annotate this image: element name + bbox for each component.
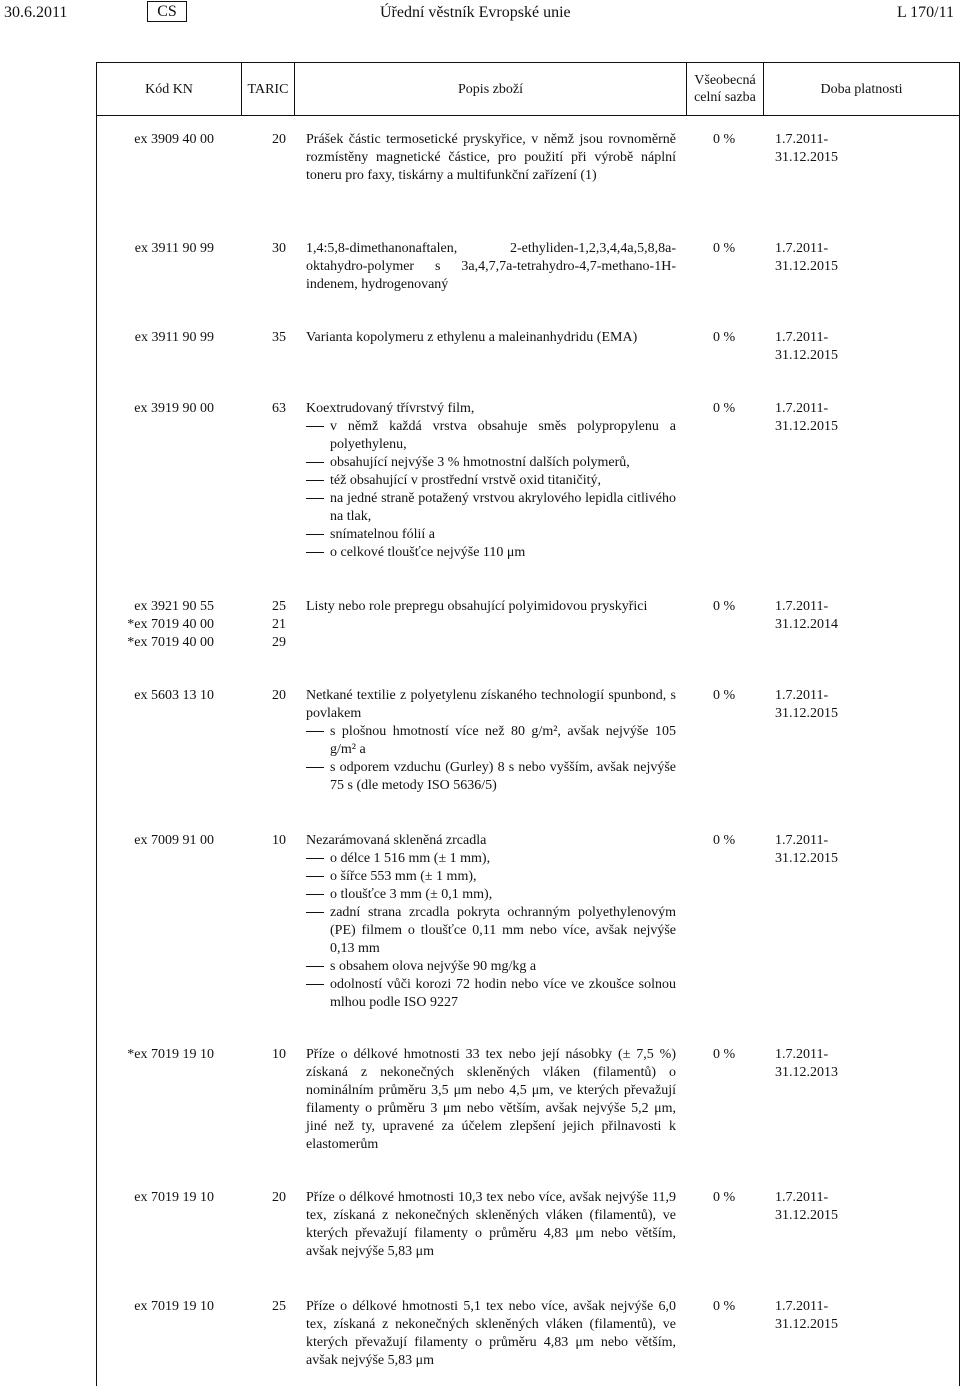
taric-code <box>260 131 286 149</box>
description-item: obsahující nejvýše 3 % hmotnostní dalších polymerů, <box>306 454 676 472</box>
journal-title: Úřední věstník Evropské unie <box>380 4 571 21</box>
description-intro: Příze o délkové hmotnosti 10,3 tex nebo více, avšak nejvýše 11,9 tex, získaná z nekonečných skleněných vláken (filamentů), ve kterých převažují filamenty o průměru 4,83 μm nebo větším, avšak nejvýše 5,83 μm <box>306 1190 676 1259</box>
kn-code <box>97 687 214 705</box>
description-item: snímatelnou fólií a <box>306 526 676 544</box>
description-intro: Příze o délkové hmotnosti 5,1 tex nebo více, avšak nejvýše 6,0 tex, získaná z nekonečných skleněných vláken (filamentů), ve kterých převažují filamenty o průměru 4,83 μm nebo větším, avšak nejvýše 5,83 μm <box>306 1299 676 1368</box>
description-intro: Varianta kopolymeru z ethylenu a maleinanhydridu (EMA) <box>306 330 638 345</box>
description-intro: Prášek částic termosetické pryskyřice, v němž jsou rovnoměrně rozmístěny magnetické částice, pro použití při výrobě náplní toneru pro faxy, tiskárny a multifunkční zařízení (1) <box>306 132 676 183</box>
col-header-rate-line1: Všeobecná <box>694 73 756 88</box>
taric-code <box>260 1298 286 1316</box>
validity-start: 1.7.2011- <box>775 1190 829 1205</box>
col-header-valid: Doba platnosti <box>820 81 903 97</box>
taric-code <box>260 687 286 705</box>
kn-code-value: ex 3921 90 55 <box>134 599 214 614</box>
col-header-rate-line2: celní sazba <box>694 90 756 105</box>
goods-description <box>306 131 676 185</box>
taric-code <box>260 1046 286 1064</box>
duty-rate: 0 % <box>713 132 736 147</box>
description-item: též obsahující v prostřední vrstvě oxid titaničitý, <box>306 472 676 490</box>
kn-code <box>97 329 214 347</box>
taric-code-value: 30 <box>272 241 286 256</box>
duty-rate: 0 % <box>713 599 736 614</box>
validity-start: 1.7.2011- <box>775 330 829 345</box>
validity-period <box>775 832 855 868</box>
duty-rate: 0 % <box>713 401 736 416</box>
taric-code-value: 20 <box>272 1190 286 1205</box>
validity-period <box>775 1046 855 1082</box>
validity-end: 31.12.2015 <box>775 1208 838 1223</box>
validity-period <box>775 1189 855 1225</box>
validity-start: 1.7.2011- <box>775 132 829 147</box>
kn-code-value: *ex 7019 40 00 <box>127 617 214 632</box>
validity-start: 1.7.2011- <box>775 688 829 703</box>
language-code: CS <box>147 1 187 22</box>
table-header <box>97 62 959 116</box>
kn-code-value: ex 3909 40 00 <box>134 132 214 147</box>
goods-description <box>306 1046 676 1154</box>
validity-start: 1.7.2011- <box>775 241 829 256</box>
col-header-desc: Popis zboží <box>458 81 523 97</box>
goods-description <box>306 598 676 616</box>
validity-period <box>775 400 855 436</box>
kn-code-value: ex 3911 90 99 <box>134 330 214 345</box>
col-header-rate <box>687 63 763 115</box>
kn-code-value: ex 7019 19 10 <box>134 1299 214 1314</box>
validity-start: 1.7.2011- <box>775 599 829 614</box>
goods-description <box>306 832 676 1012</box>
description-item: v němž každá vrstva obsahuje směs polypropylenu a polyethylenu, <box>306 418 676 454</box>
validity-end: 31.12.2015 <box>775 348 838 363</box>
description-item: o tloušťce 3 mm (± 0,1 mm), <box>306 886 676 904</box>
description-item: odolností vůči korozi 72 hodin nebo více ve zkoušce solnou mlhou podle ISO 9227 <box>306 976 676 1012</box>
duty-rate: 0 % <box>713 1047 736 1062</box>
description-item: s obsahem olova nejvýše 90 mg/kg a <box>306 958 676 976</box>
validity-end: 31.12.2015 <box>775 419 838 434</box>
duty-rate: 0 % <box>713 241 736 256</box>
kn-code-value: ex 3911 90 99 <box>134 241 214 256</box>
goods-description <box>306 1189 676 1261</box>
description-intro: Koextrudovaný třívrstvý film, <box>306 401 475 416</box>
duty-rate: 0 % <box>713 688 736 703</box>
duty-rate: 0 % <box>713 1299 736 1314</box>
description-item: na jedné straně potažený vrstvou akrylového lepidla citlivého na tlak, <box>306 490 676 526</box>
taric-code <box>260 329 286 347</box>
validity-end: 31.12.2015 <box>775 706 838 721</box>
validity-period <box>775 240 855 276</box>
col-header-kn: Kód KN <box>145 81 193 97</box>
kn-code-value: ex 7009 91 00 <box>134 833 214 848</box>
validity-end: 31.12.2014 <box>775 617 838 632</box>
description-intro: Netkané textilie z polyetylenu získaného technologií spunbond, s povlakem <box>306 688 676 721</box>
taric-code-value: 10 <box>272 1047 286 1062</box>
kn-code-value: ex 5603 13 10 <box>134 688 214 703</box>
validity-period <box>775 131 855 167</box>
description-item: zadní strana zrcadla pokryta ochranným polyethylenovým (PE) filmem o tloušťce 0,11 mm nebo více, avšak nejvýše 0,13 mm <box>306 904 676 958</box>
validity-period <box>775 598 855 634</box>
issue-date: 30.6.2011 <box>4 4 68 21</box>
kn-code <box>97 131 214 149</box>
goods-description <box>306 1298 676 1370</box>
goods-description <box>306 240 676 294</box>
kn-code <box>97 832 214 850</box>
description-intro: 1,4:5,8-dimethanonaftalen, 2-ethyliden-1,2,3,4,4a,5,8,8a-oktahydro-polymer s 3a,4,7,7a-tetrahydro-4,7-methano-1H-indenem, hydrogenovaný <box>306 241 676 292</box>
validity-period <box>775 1298 855 1334</box>
page-header <box>0 0 960 28</box>
goods-description <box>306 400 676 562</box>
tariff-table <box>96 62 960 1386</box>
validity-start: 1.7.2011- <box>775 1299 829 1314</box>
taric-code-value: 29 <box>272 635 286 650</box>
taric-code-value: 20 <box>272 688 286 703</box>
kn-code-value: *ex 7019 40 00 <box>127 635 214 650</box>
description-item: s plošnou hmotností více než 80 g/m², avšak nejvýše 105 g/m² a <box>306 723 676 759</box>
validity-end: 31.12.2015 <box>775 150 838 165</box>
taric-code-value: 20 <box>272 132 286 147</box>
kn-code <box>97 1298 214 1316</box>
taric-code-value: 25 <box>272 1299 286 1314</box>
kn-code <box>97 598 214 652</box>
duty-rate: 0 % <box>713 330 736 345</box>
taric-code-value: 25 <box>272 599 286 614</box>
validity-end: 31.12.2015 <box>775 851 838 866</box>
page-reference: L 170/11 <box>896 4 954 21</box>
validity-end: 31.12.2013 <box>775 1065 838 1080</box>
description-intro: Listy nebo role prepregu obsahující polyimidovou pryskyřici <box>306 599 648 614</box>
validity-end: 31.12.2015 <box>775 1317 838 1332</box>
taric-code <box>260 400 286 418</box>
kn-code-value: *ex 7019 19 10 <box>127 1047 214 1062</box>
validity-period <box>775 687 855 723</box>
kn-code <box>97 400 214 418</box>
kn-code-value: ex 3919 90 00 <box>134 401 214 416</box>
kn-code-value: ex 7019 19 10 <box>134 1190 214 1205</box>
taric-code <box>260 1189 286 1207</box>
kn-code <box>97 240 214 258</box>
taric-code-value: 63 <box>272 401 286 416</box>
validity-start: 1.7.2011- <box>775 1047 829 1062</box>
duty-rate: 0 % <box>713 833 736 848</box>
taric-code-value: 21 <box>272 617 286 632</box>
goods-description <box>306 329 676 347</box>
duty-rate: 0 % <box>713 1190 736 1205</box>
taric-code-value: 35 <box>272 330 286 345</box>
validity-start: 1.7.2011- <box>775 401 829 416</box>
taric-code <box>260 240 286 258</box>
taric-code <box>260 598 286 652</box>
kn-code <box>97 1189 214 1207</box>
kn-code <box>97 1046 214 1064</box>
description-intro: Příze o délkové hmotnosti 33 tex nebo její násobky (± 7,5 %) získaná z nekonečných skleněných vláken (filamentů) o nominálním průměru 3,5 μm nebo 4,5 μm, ve kterých převažují filamenty o průměru 3 μm nebo větším, avšak nejvýše 5,2 μm, jiné než ty, upravené za účelem zlepšení jejich přilnavosti k elastomerům <box>306 1047 676 1152</box>
goods-description <box>306 687 676 795</box>
validity-start: 1.7.2011- <box>775 833 829 848</box>
validity-end: 31.12.2015 <box>775 259 838 274</box>
description-item: s odporem vzduchu (Gurley) 8 s nebo vyšším, avšak nejvýše 75 s (dle metody ISO 5636/5) <box>306 759 676 795</box>
description-intro: Nezarámovaná skleněná zrcadla <box>306 833 487 848</box>
description-item: o celkové tloušťce nejvýše 110 μm <box>306 544 676 562</box>
taric-code <box>260 832 286 850</box>
validity-period <box>775 329 855 365</box>
col-header-taric: TARIC <box>247 81 289 97</box>
description-item: o délce 1 516 mm (± 1 mm), <box>306 850 676 868</box>
taric-code-value: 10 <box>272 833 286 848</box>
description-item: o šířce 553 mm (± 1 mm), <box>306 868 676 886</box>
